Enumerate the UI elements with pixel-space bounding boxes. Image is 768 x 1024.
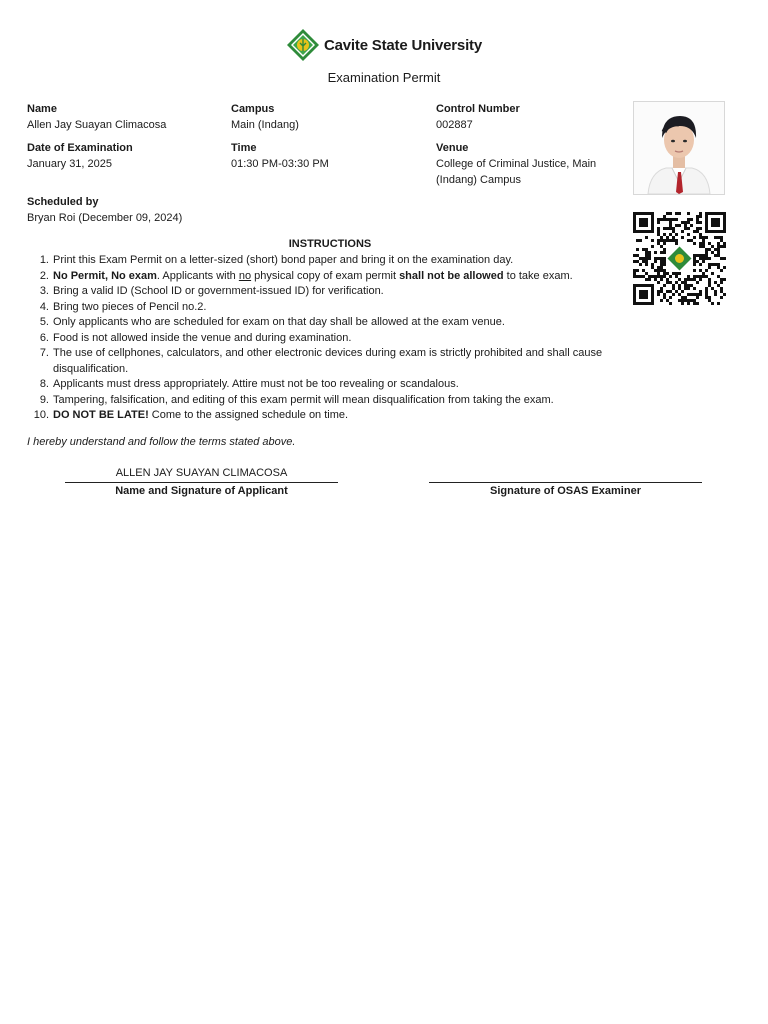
qr-logo-center bbox=[675, 254, 684, 263]
time-value: 01:30 PM-03:30 PM bbox=[231, 158, 329, 170]
instruction-text bbox=[53, 408, 637, 424]
instruction-number: 4. bbox=[39, 300, 49, 313]
exam-date-label: Date of Examination bbox=[27, 142, 133, 154]
name-value: Allen Jay Suayan Climacosa bbox=[27, 119, 167, 131]
instruction-number: 10. bbox=[33, 409, 49, 421]
university-name: Cavite State University bbox=[324, 36, 482, 54]
control-number-field bbox=[436, 101, 621, 133]
instruction-text: The use of cellphones, calculators, and other electronic devices during exam is strictly prohibited and shall cause disqualification. bbox=[53, 347, 603, 375]
instruction-item bbox=[27, 284, 637, 300]
instruction-number: 1. bbox=[39, 254, 49, 266]
scheduled-by-field bbox=[27, 194, 327, 226]
applicant-photo bbox=[633, 101, 725, 195]
instruction-emphasis: DO NOT BE LATE! bbox=[53, 409, 149, 421]
venue-label: Venue bbox=[436, 142, 469, 154]
applicant-signature-block bbox=[65, 466, 338, 497]
instruction-item bbox=[27, 315, 637, 331]
signature-line bbox=[429, 482, 702, 483]
header bbox=[0, 28, 768, 85]
applicant-photo-image bbox=[634, 102, 724, 194]
control-number-label: Control Number bbox=[436, 103, 520, 115]
name-field bbox=[27, 101, 217, 133]
instruction-item bbox=[27, 377, 637, 393]
instruction-item bbox=[27, 300, 637, 316]
instruction-text: Bring a valid ID (School ID or government-issued ID) for verification. bbox=[53, 285, 384, 297]
applicant-signature-caption: Name and Signature of Applicant bbox=[115, 485, 288, 497]
instruction-number: 5. bbox=[39, 316, 49, 328]
instruction-text-part: physical copy of exam permit bbox=[251, 269, 400, 282]
time-field bbox=[231, 140, 421, 172]
name-label: Name bbox=[27, 103, 57, 115]
venue-field bbox=[436, 140, 621, 188]
applicant-name-printed: ALLEN JAY SUAYAN CLIMACOSA bbox=[115, 467, 288, 479]
instruction-text: Only applicants who are scheduled for exam on that day shall be allowed at the exam venue. bbox=[53, 316, 505, 328]
campus-label: Campus bbox=[231, 103, 275, 115]
instruction-number: 9. bbox=[39, 393, 49, 406]
instruction-text bbox=[53, 269, 637, 285]
qr-code bbox=[633, 212, 726, 305]
qr-finder-pattern bbox=[705, 212, 726, 233]
examiner-name-blank bbox=[429, 466, 702, 481]
agreement-statement: I hereby understand and follow the terms stated above. bbox=[27, 436, 296, 448]
instructions-title: INSTRUCTIONS bbox=[288, 238, 372, 250]
control-number-value: 002887 bbox=[436, 119, 473, 131]
instruction-text-part: Come to the assigned schedule on time. bbox=[148, 409, 349, 421]
exam-date-value: January 31, 2025 bbox=[27, 158, 113, 170]
instruction-text: Food is not allowed inside the venue and during examination. bbox=[53, 331, 352, 344]
qr-finder-pattern bbox=[633, 212, 654, 233]
scheduled-by-value: Bryan Roi (December 09, 2024) bbox=[27, 212, 183, 224]
instruction-number: 8. bbox=[39, 378, 49, 390]
instruction-item bbox=[27, 269, 637, 285]
instruction-item bbox=[27, 346, 637, 377]
document-title: Examination Permit bbox=[327, 70, 441, 85]
instruction-number: 6. bbox=[39, 331, 49, 344]
instruction-item bbox=[27, 253, 637, 269]
title-row bbox=[0, 28, 768, 62]
campus-value: Main (Indang) bbox=[231, 119, 299, 131]
instruction-number: 7. bbox=[39, 347, 49, 359]
instruction-text-part: . Applicants with bbox=[156, 269, 239, 282]
instruction-number: 3. bbox=[39, 285, 49, 297]
instruction-underline: no bbox=[238, 269, 252, 282]
time-label: Time bbox=[231, 142, 257, 154]
signature-line bbox=[65, 482, 338, 483]
instructions-list bbox=[27, 253, 637, 424]
instruction-emphasis: shall not be allowed bbox=[399, 269, 504, 282]
examiner-signature-block bbox=[429, 466, 702, 497]
instruction-text: Bring two pieces of Pencil no.2. bbox=[53, 300, 207, 313]
campus-field bbox=[231, 101, 421, 133]
instruction-item bbox=[27, 331, 637, 347]
instruction-text: Tampering, falsification, and editing of this exam permit will mean disqualification from taking the exam. bbox=[53, 393, 554, 406]
instruction-emphasis: No Permit, No exam bbox=[53, 269, 157, 282]
instruction-text-part: to take exam. bbox=[503, 269, 573, 282]
instruction-text: Applicants must dress appropriately. Attire must not be too revealing or scandalous. bbox=[53, 378, 459, 390]
instruction-text: Print this Exam Permit on a letter-sized (short) bond paper and bring it on the examination day. bbox=[53, 254, 514, 266]
instruction-item bbox=[27, 393, 637, 409]
venue-value: College of Criminal Justice, Main (Indang) Campus bbox=[436, 158, 597, 186]
instruction-item bbox=[27, 408, 637, 424]
examiner-signature-caption: Signature of OSAS Examiner bbox=[490, 485, 641, 497]
instruction-number: 2. bbox=[39, 269, 49, 282]
exam-date-field bbox=[27, 140, 217, 172]
scheduled-by-label: Scheduled by bbox=[27, 196, 99, 208]
university-seal-icon bbox=[286, 28, 320, 62]
